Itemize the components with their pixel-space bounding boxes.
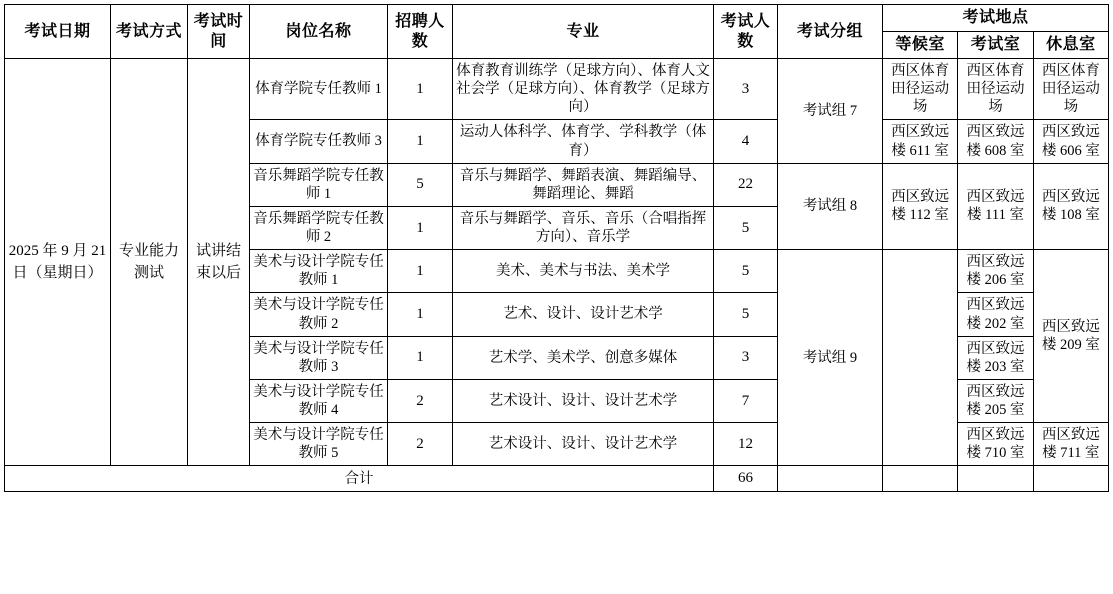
cell-exam-count: 5	[714, 293, 778, 336]
cell-post-name: 体育学院专任教师 1	[250, 59, 388, 120]
cell-exam-room: 西区致远楼 111 室	[958, 163, 1033, 250]
cell-exam-room: 西区致远楼 608 室	[958, 120, 1033, 163]
cell-recruit-count: 1	[388, 336, 453, 379]
column-header-exam-room: 考试室	[958, 32, 1033, 59]
cell-recruit-count: 5	[388, 163, 453, 206]
cell-exam-group: 考试组 7	[778, 59, 883, 164]
cell-major: 音乐与舞蹈学、音乐、音乐（合唱指挥方向）、音乐学	[453, 206, 714, 249]
cell-post-name: 美术与设计学院专任教师 1	[250, 250, 388, 293]
cell-exam-room: 西区致远楼 205 室	[958, 379, 1033, 422]
cell-major: 艺术设计、设计、设计艺术学	[453, 379, 714, 422]
cell-waiting-room: 西区致远楼 611 室	[883, 120, 958, 163]
cell-exam-room: 西区致远楼 203 室	[958, 336, 1033, 379]
cell-total-label: 合计	[5, 466, 714, 492]
cell-exam-count: 5	[714, 206, 778, 249]
cell-waiting-room: 西区致远楼 112 室	[883, 163, 958, 250]
cell-exam-count: 4	[714, 120, 778, 163]
column-header-exam-date: 考试日期	[5, 5, 111, 59]
cell-major: 艺术、设计、设计艺术学	[453, 293, 714, 336]
cell-recruit-count: 1	[388, 206, 453, 249]
cell-exam-room: 西区致远楼 202 室	[958, 293, 1033, 336]
cell-rest-room: 西区致远楼 209 室	[1033, 250, 1108, 423]
cell-major: 美术、美术与书法、美术学	[453, 250, 714, 293]
cell-post-name: 美术与设计学院专任教师 4	[250, 379, 388, 422]
column-header-post-name: 岗位名称	[250, 5, 388, 59]
total-row	[5, 466, 1109, 492]
cell-exam-group: 考试组 9	[778, 250, 883, 466]
exam-schedule-document	[0, 4, 1113, 594]
cell-total-group-empty	[778, 466, 883, 492]
table-body	[5, 59, 1109, 492]
cell-exam-count: 3	[714, 59, 778, 120]
cell-exam-mode: 专业能力测试	[111, 59, 188, 466]
cell-exam-count: 22	[714, 163, 778, 206]
column-header-rest-room: 休息室	[1033, 32, 1108, 59]
column-header-waiting-room: 等候室	[883, 32, 958, 59]
cell-exam-room: 西区致远楼 710 室	[958, 423, 1033, 466]
column-header-exam-count: 考试人数	[714, 5, 778, 59]
cell-exam-date: 2025 年 9 月 21 日（星期日）	[5, 59, 111, 466]
cell-total-waiting-empty	[883, 466, 958, 492]
cell-exam-room: 西区致远楼 206 室	[958, 250, 1033, 293]
cell-post-name: 美术与设计学院专任教师 2	[250, 293, 388, 336]
column-header-exam-place: 考试地点	[883, 5, 1109, 32]
cell-recruit-count: 1	[388, 59, 453, 120]
cell-waiting-room-empty	[883, 250, 958, 466]
cell-exam-count: 5	[714, 250, 778, 293]
exam-schedule-table	[4, 4, 1109, 492]
cell-total-rest-room-empty	[1033, 466, 1108, 492]
cell-total-count: 66	[714, 466, 778, 492]
table-row	[5, 59, 1109, 120]
cell-total-exam-room-empty	[958, 466, 1033, 492]
cell-post-name: 美术与设计学院专任教师 5	[250, 423, 388, 466]
cell-recruit-count: 2	[388, 423, 453, 466]
cell-major: 艺术学、美术学、创意多媒体	[453, 336, 714, 379]
cell-recruit-count: 1	[388, 250, 453, 293]
cell-rest-room: 西区致远楼 108 室	[1033, 163, 1108, 250]
cell-major: 音乐与舞蹈学、舞蹈表演、舞蹈编导、舞蹈理论、舞蹈	[453, 163, 714, 206]
cell-exam-room: 西区体育田径运动场	[958, 59, 1033, 120]
cell-post-name: 音乐舞蹈学院专任教师 2	[250, 206, 388, 249]
cell-post-name: 音乐舞蹈学院专任教师 1	[250, 163, 388, 206]
cell-major: 运动人体科学、体育学、学科教学（体育）	[453, 120, 714, 163]
cell-recruit-count: 1	[388, 293, 453, 336]
cell-post-name: 美术与设计学院专任教师 3	[250, 336, 388, 379]
cell-rest-room: 西区致远楼 606 室	[1033, 120, 1108, 163]
cell-major: 体育教育训练学（足球方向）、体育人文社会学（足球方向）、体育教学（足球方向）	[453, 59, 714, 120]
cell-exam-count: 7	[714, 379, 778, 422]
column-header-major: 专业	[453, 5, 714, 59]
header-row-1	[5, 5, 1109, 32]
cell-exam-count: 12	[714, 423, 778, 466]
cell-exam-group: 考试组 8	[778, 163, 883, 250]
cell-exam-count: 3	[714, 336, 778, 379]
table-header	[5, 5, 1109, 59]
cell-recruit-count: 1	[388, 120, 453, 163]
column-header-exam-group: 考试分组	[778, 5, 883, 59]
cell-major: 艺术设计、设计、设计艺术学	[453, 423, 714, 466]
cell-recruit-count: 2	[388, 379, 453, 422]
cell-rest-room: 西区致远楼 711 室	[1033, 423, 1108, 466]
column-header-recruit-count: 招聘人数	[388, 5, 453, 59]
cell-waiting-room: 西区体育田径运动场	[883, 59, 958, 120]
column-header-exam-mode: 考试方式	[111, 5, 188, 59]
column-header-exam-time: 考试时间	[188, 5, 250, 59]
cell-post-name: 体育学院专任教师 3	[250, 120, 388, 163]
cell-exam-time: 试讲结束以后	[188, 59, 250, 466]
cell-rest-room: 西区体育田径运动场	[1033, 59, 1108, 120]
